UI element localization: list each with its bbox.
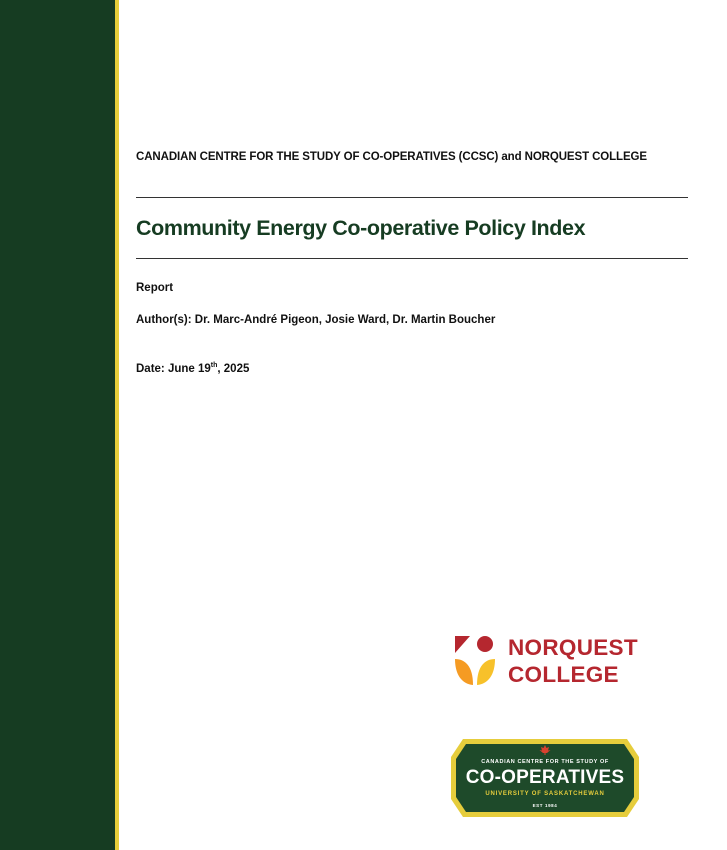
norquest-mark-icon — [453, 634, 497, 686]
date-year: , 2025 — [217, 362, 250, 375]
ccsc-badge-logo — [449, 733, 641, 821]
norquest-wordmark — [508, 634, 638, 688]
document-type: Report — [136, 282, 174, 294]
document-title: Community Energy Co-operative Policy Index — [136, 216, 586, 240]
norquest-line2: COLLEGE — [508, 662, 619, 687]
norquest-logo — [453, 634, 653, 690]
ccsc-sub-line: UNIVERSITY OF SASKATCHEWAN — [485, 791, 605, 797]
cover-sidebar — [0, 0, 115, 850]
document-date — [136, 362, 249, 375]
organizations-line: CANADIAN CENTRE FOR THE STUDY OF CO-OPERATIVES (CCSC) and NORQUEST COLLEGE — [136, 151, 647, 163]
document-authors: Author(s): Dr. Marc-André Pigeon, Josie Ward, Dr. Martin Boucher — [136, 314, 496, 326]
ccsc-main-line: CO-OPERATIVES — [465, 767, 625, 788]
title-rule-bottom — [136, 258, 688, 259]
sidebar-stripe — [115, 0, 119, 850]
ccsc-est-line: EST 1984 — [532, 803, 558, 808]
date-prefix: Date: June 19 — [136, 362, 211, 375]
date-ordinal: th — [210, 362, 218, 369]
norquest-line1: NORQUEST — [508, 635, 638, 660]
title-rule-top — [136, 197, 688, 198]
ccsc-top-line: CANADIAN CENTRE FOR THE STUDY OF — [481, 759, 609, 765]
